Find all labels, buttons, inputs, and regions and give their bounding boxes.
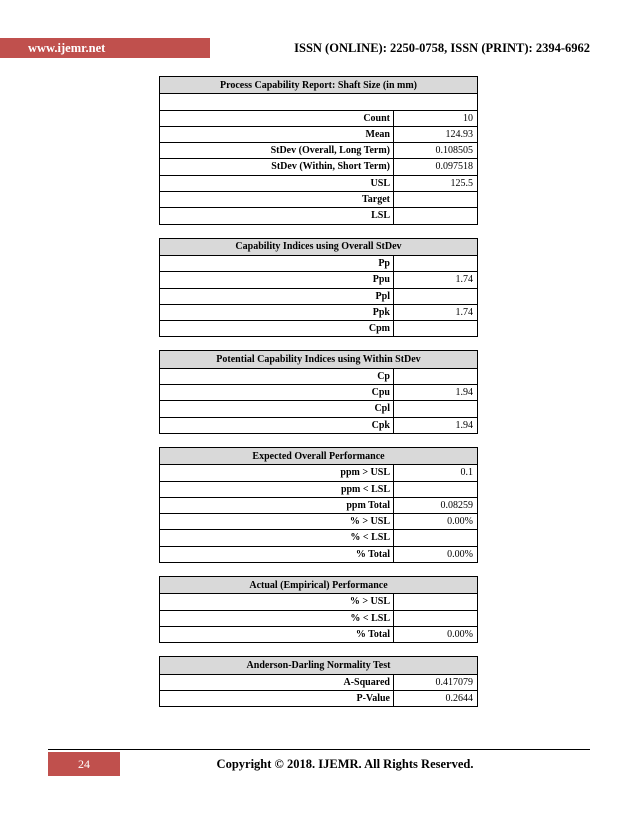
row-value — [394, 530, 477, 545]
row-label: StDev (Within, Short Term) — [160, 159, 394, 174]
row-value: 0.2644 — [445, 692, 473, 704]
report-tables — [159, 76, 478, 707]
row-value — [394, 369, 477, 384]
row-value — [394, 289, 477, 304]
row-value: 0.08259 — [440, 499, 473, 511]
row-value: 0.1 — [460, 467, 473, 479]
footer-divider — [48, 749, 590, 750]
row-label: Cp — [160, 369, 394, 384]
row-label: USL — [160, 176, 394, 191]
row-value — [394, 482, 477, 497]
row-label: Pp — [160, 256, 394, 271]
table-row — [160, 368, 477, 384]
table-row — [160, 110, 477, 126]
row-label: Cpk — [160, 418, 394, 433]
row-value — [394, 611, 477, 626]
row-value: 0.417079 — [435, 676, 473, 688]
table-row — [160, 626, 477, 642]
capability-table — [159, 350, 478, 433]
table-row — [160, 175, 477, 191]
table-row — [160, 271, 477, 287]
table-row — [160, 593, 477, 609]
table-title: Process Capability Report: Shaft Size (in mm) — [160, 77, 477, 93]
table-title: Actual (Empirical) Performance — [160, 577, 477, 593]
row-label: Ppk — [160, 305, 394, 320]
table-row — [160, 384, 477, 400]
table-row — [160, 417, 477, 433]
row-value: 0.00% — [447, 628, 473, 640]
row-value — [394, 594, 477, 609]
row-label: P-Value — [160, 691, 394, 706]
table-row — [160, 142, 477, 158]
row-value: 1.94 — [455, 419, 473, 431]
row-label: % > USL — [160, 514, 394, 529]
copyright-text: Copyright © 2018. IJEMR. All Rights Reserved. — [216, 757, 474, 771]
capability-table — [159, 656, 478, 707]
row-label: Ppu — [160, 272, 394, 287]
table-row — [160, 464, 477, 480]
table-row — [160, 497, 477, 513]
row-label: Ppl — [160, 289, 394, 304]
row-label: % < LSL — [160, 530, 394, 545]
table-row — [160, 191, 477, 207]
row-label: Count — [160, 111, 394, 126]
table-row — [160, 690, 477, 706]
row-label: StDev (Overall, Long Term) — [160, 143, 394, 158]
capability-table — [159, 576, 478, 643]
table-row — [160, 288, 477, 304]
table-title: Anderson-Darling Normality Test — [160, 657, 477, 673]
row-value: 1.94 — [455, 387, 473, 399]
row-value — [394, 321, 477, 336]
table-row — [160, 529, 477, 545]
capability-table — [159, 76, 478, 225]
row-value — [394, 401, 477, 416]
row-label: ppm > USL — [160, 465, 394, 480]
table-title: Potential Capability Indices using Within StDev — [160, 351, 477, 367]
table-row — [160, 513, 477, 529]
table-row — [160, 158, 477, 174]
issn-text: ISSN (ONLINE): 2250-0758, ISSN (PRINT): 2394-6962 — [294, 41, 590, 55]
row-value — [394, 208, 477, 223]
capability-table — [159, 447, 478, 563]
row-value: 125.5 — [450, 177, 473, 189]
site-url: www.ijemr.net — [0, 38, 210, 58]
row-label: % Total — [160, 627, 394, 642]
page-number: 24 — [48, 752, 120, 776]
table-row — [160, 610, 477, 626]
row-label: % < LSL — [160, 611, 394, 626]
table-row — [160, 126, 477, 142]
table-title: Capability Indices using Overall StDev — [160, 239, 477, 255]
table-row — [160, 207, 477, 223]
row-value: 1.74 — [455, 306, 473, 318]
row-label: Target — [160, 192, 394, 207]
row-label: % Total — [160, 547, 394, 562]
row-label: ppm < LSL — [160, 482, 394, 497]
row-value — [394, 256, 477, 271]
table-row — [160, 320, 477, 336]
row-label: A-Squared — [160, 675, 394, 690]
table-row — [160, 674, 477, 690]
table-row — [160, 481, 477, 497]
row-label: Cpl — [160, 401, 394, 416]
row-value: 1.74 — [455, 274, 473, 286]
row-value: 10 — [463, 112, 473, 124]
page-header — [0, 38, 590, 58]
row-label: Mean — [160, 127, 394, 142]
table-title: Expected Overall Performance — [160, 448, 477, 464]
row-label: % > USL — [160, 594, 394, 609]
row-label: Cpu — [160, 385, 394, 400]
row-value: 124.93 — [445, 128, 473, 140]
row-label: LSL — [160, 208, 394, 223]
row-value: 0.00% — [447, 548, 473, 560]
row-value — [394, 192, 477, 207]
row-value: 0.097518 — [435, 161, 473, 173]
row-value: 0.00% — [447, 516, 473, 528]
table-row — [160, 255, 477, 271]
row-value: 0.108505 — [435, 145, 473, 157]
table-row — [160, 546, 477, 562]
capability-table — [159, 238, 478, 338]
table-row — [160, 400, 477, 416]
row-label: Cpm — [160, 321, 394, 336]
row-label: ppm Total — [160, 498, 394, 513]
table-row — [160, 304, 477, 320]
blank-row — [160, 93, 477, 109]
